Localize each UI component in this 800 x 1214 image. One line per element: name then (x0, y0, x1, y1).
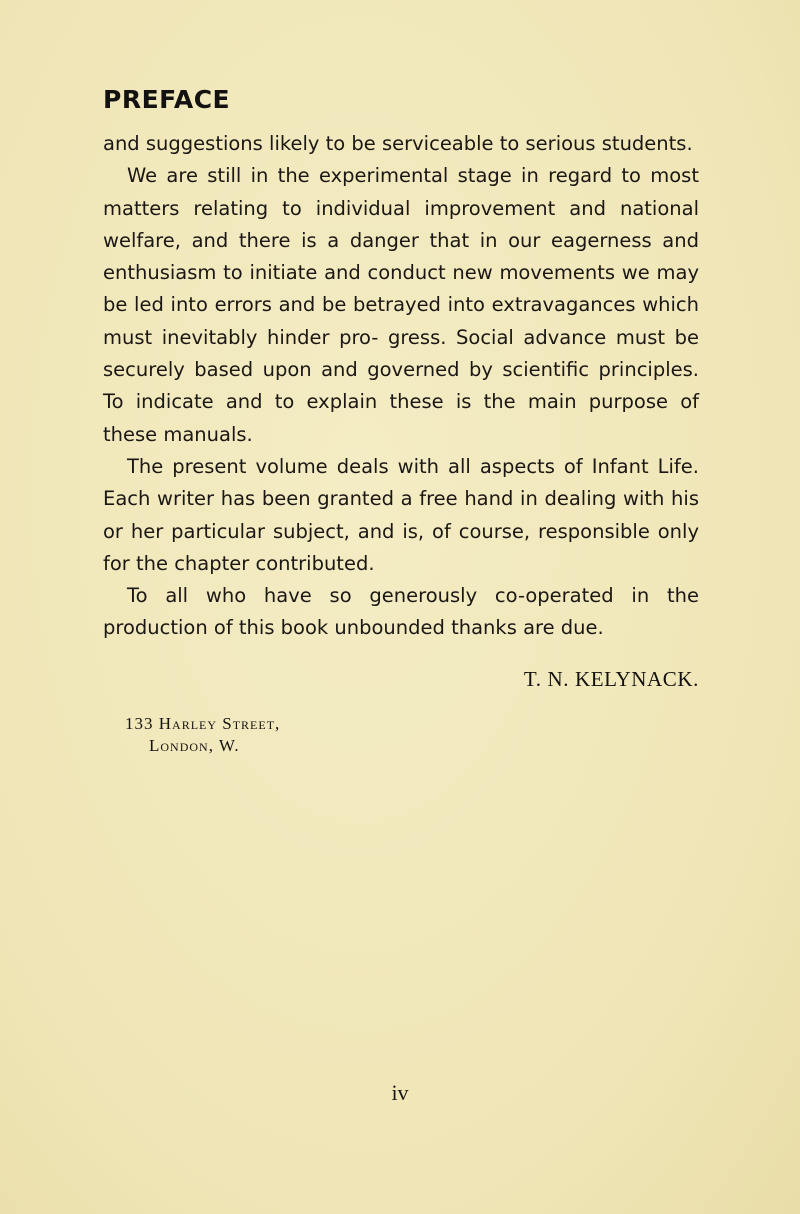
running-head: PREFACE (103, 85, 231, 114)
address-line-street: 133 Harley Street, (125, 713, 281, 733)
paragraph-present-volume: The present volume deals with all aspects of Infant Life. Each writer has been granted a free hand in dealing with his or her particular subject, and is, of course, responsible only for the chapter contributed. (103, 454, 699, 575)
page-content (103, 80, 699, 757)
author-signature: T. N. KELYNACK. (523, 666, 699, 691)
paragraph-continuation: and suggestions likely to be serviceable to serious students. (103, 132, 693, 155)
page-number: iv (391, 1080, 409, 1105)
paragraph-experimental-stage: We are still in the experimental stage in regard to most matters relating to individual improvement and national welfare, and there is a danger that in our eagerness and enthusiasm to initiate and conduct new movements we may be led into errors and be betrayed into extravagances which must inevitably hinder pro- gress. Social advance must be securely based upon and governed by scientific principles. To indicate and to explain these is the main purpose of these manuals. (103, 164, 699, 446)
address-line-city: London, W. (149, 735, 240, 755)
paragraph-thanks: To all who have so generously co-operated in the production of this book unbounded thanks are due. (103, 584, 699, 640)
author-address (125, 713, 699, 757)
